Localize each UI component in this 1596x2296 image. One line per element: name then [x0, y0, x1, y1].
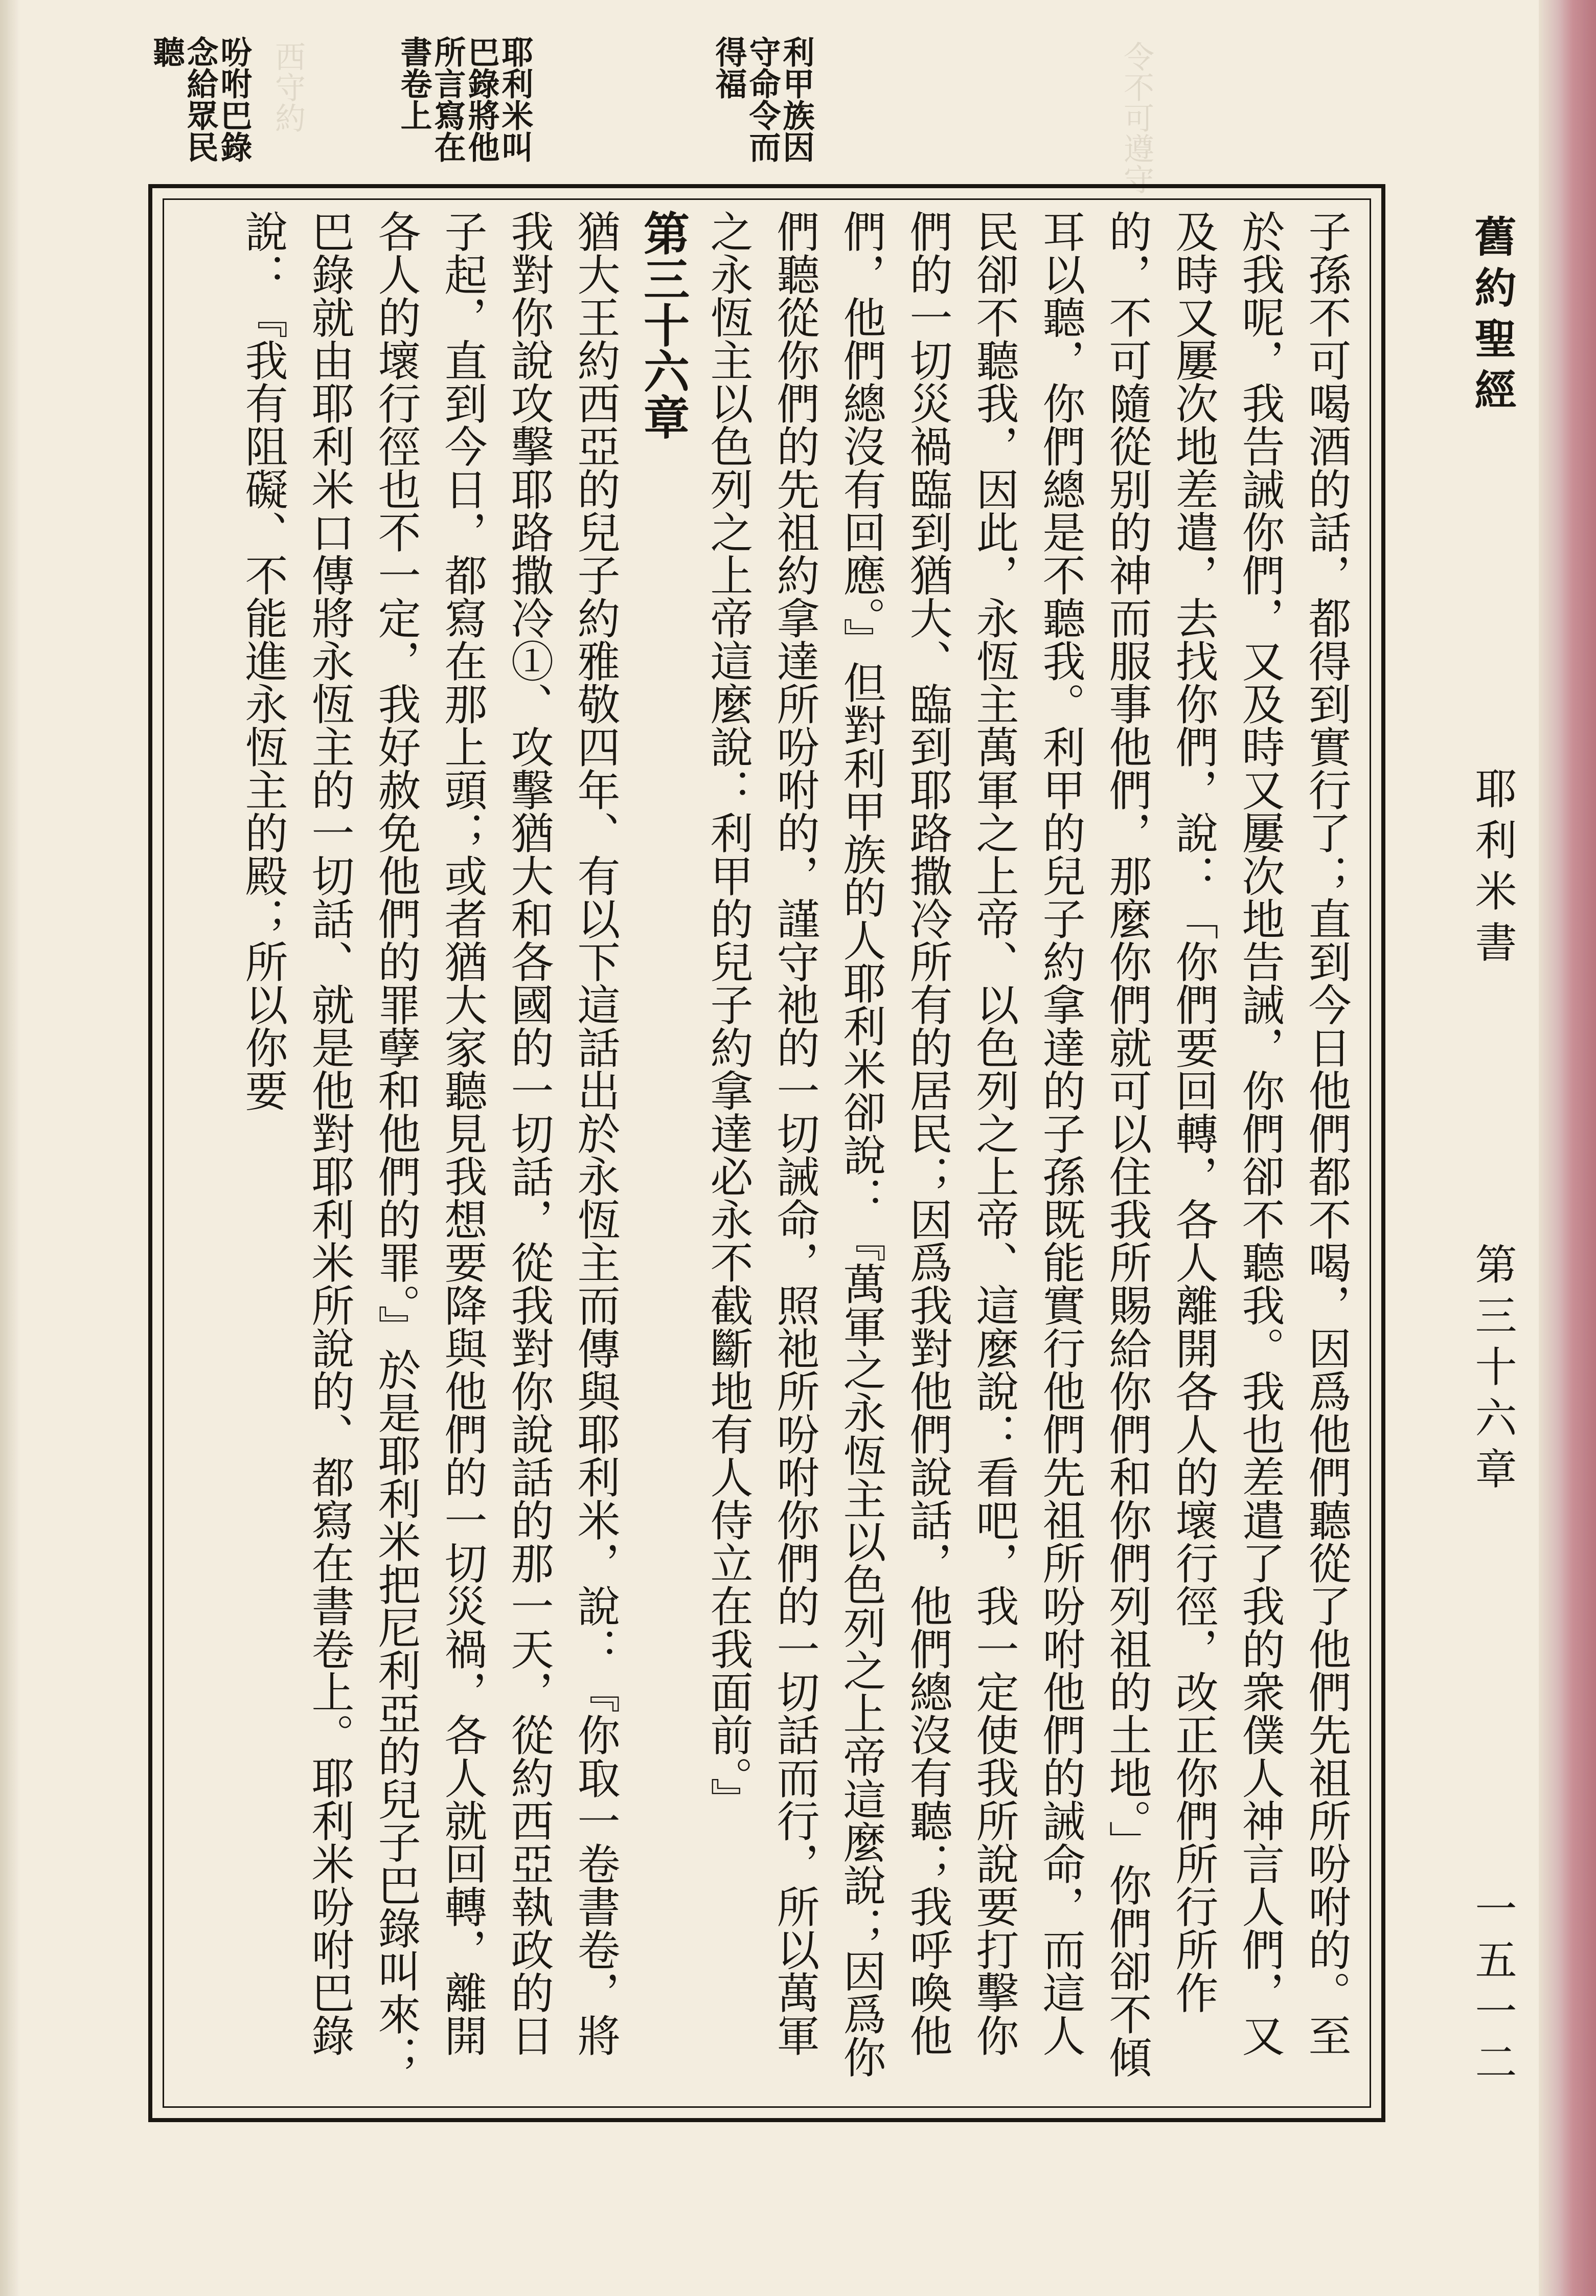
gutter-shadow — [0, 0, 20, 2296]
margin-note: 利甲族因守命令而得福 — [710, 36, 815, 163]
bleed-through-text: 令不可遵守 — [1119, 41, 1154, 194]
chapter-label: 第三十六章 — [1468, 1243, 1517, 1498]
book-name: 耶利米書 — [1468, 767, 1517, 972]
margin-note: 耶利米叫巴錄將他所言寫在書卷上 — [395, 36, 534, 163]
chapter-heading: 第三十六章 — [635, 210, 689, 440]
margin-note: 吩咐巴錄念給眾民聽 — [148, 36, 253, 163]
page-number: 一五一二 — [1468, 1887, 1517, 2091]
page-gilt-edge — [1539, 0, 1596, 2296]
running-head — [1411, 199, 1517, 2102]
chapter-35-text: 子孫不可喝酒的話，都得到實行了；直到今日他們都不喝，因爲他們聽從了他們先祖所吩咐的。至於我呢，我告誡你們，又及時又屢次地告誡，你們卻不聽我。我也差遣了我的衆僕人神言人們，又及時又屢次地差遣，去找你們，說：「你們要回轉，各人離開各人的壞行徑，改正你們所行所作的，不可隨從别的神而服事他們，那麼你們就可以住我所賜給你們和你們列祖的土地。」你們卻不傾耳以聽，你們總是不聽我。利甲的兒子約拿達的子孫既能實行他們先祖所吩咐他們的誡命，而這人民卻不聽我，因此，永恆主萬軍之上帝、以色列之上帝、這麼說：看吧，我一定使我所說要打擊你們的一切災禍臨到猶大、臨到耶路撒冷所有的居民；因爲我對他們說話，他們總沒有聽；我呼喚他們，他們總沒有回應。』但對利甲族的人耶利米卻說：『萬軍之永恆主以色列之上帝這麼說；因爲你們聽從你們的先祖約拿達所吩咐的，謹守祂的一切誡命，照祂所吩咐你們的一切話而行，所以萬軍之永恆主以色列之上帝這麼說：利甲的兒子約拿達必永不截斷地有人侍立在我面前。』 — [703, 210, 1352, 2078]
scripture-body — [174, 210, 1360, 2097]
bleed-through-text: 西守約 — [270, 41, 306, 133]
book-title: 舊約聖經 — [1468, 215, 1517, 419]
chapter-36-text: 猶大王約西亞的兒子約雅敬四年、有以下這話出於永恆主而傳與耶利米，說：『你取一卷書卷，將我對你說攻擊耶路撒冷①、攻擊猶大和各國的一切話，從我對你說話的那一天，從約西亞執政的日子起，直到今日，都寫在那上頭；或者猶大家聽見我想要降與他們的一切災禍，各人就回轉，離開各人的壞行徑也不一定，我好赦免他們的罪孽和他們的罪。』於是耶利米把尼利亞的兒子巴錄叫來；巴錄就由耶利米口傳將永恆主的一切話、就是他對耶利米所說的、都寫在書卷上。耶利米吩咐巴錄說：『我有阻礙、不能進永恆主的殿；所以你要 — [238, 210, 621, 2078]
